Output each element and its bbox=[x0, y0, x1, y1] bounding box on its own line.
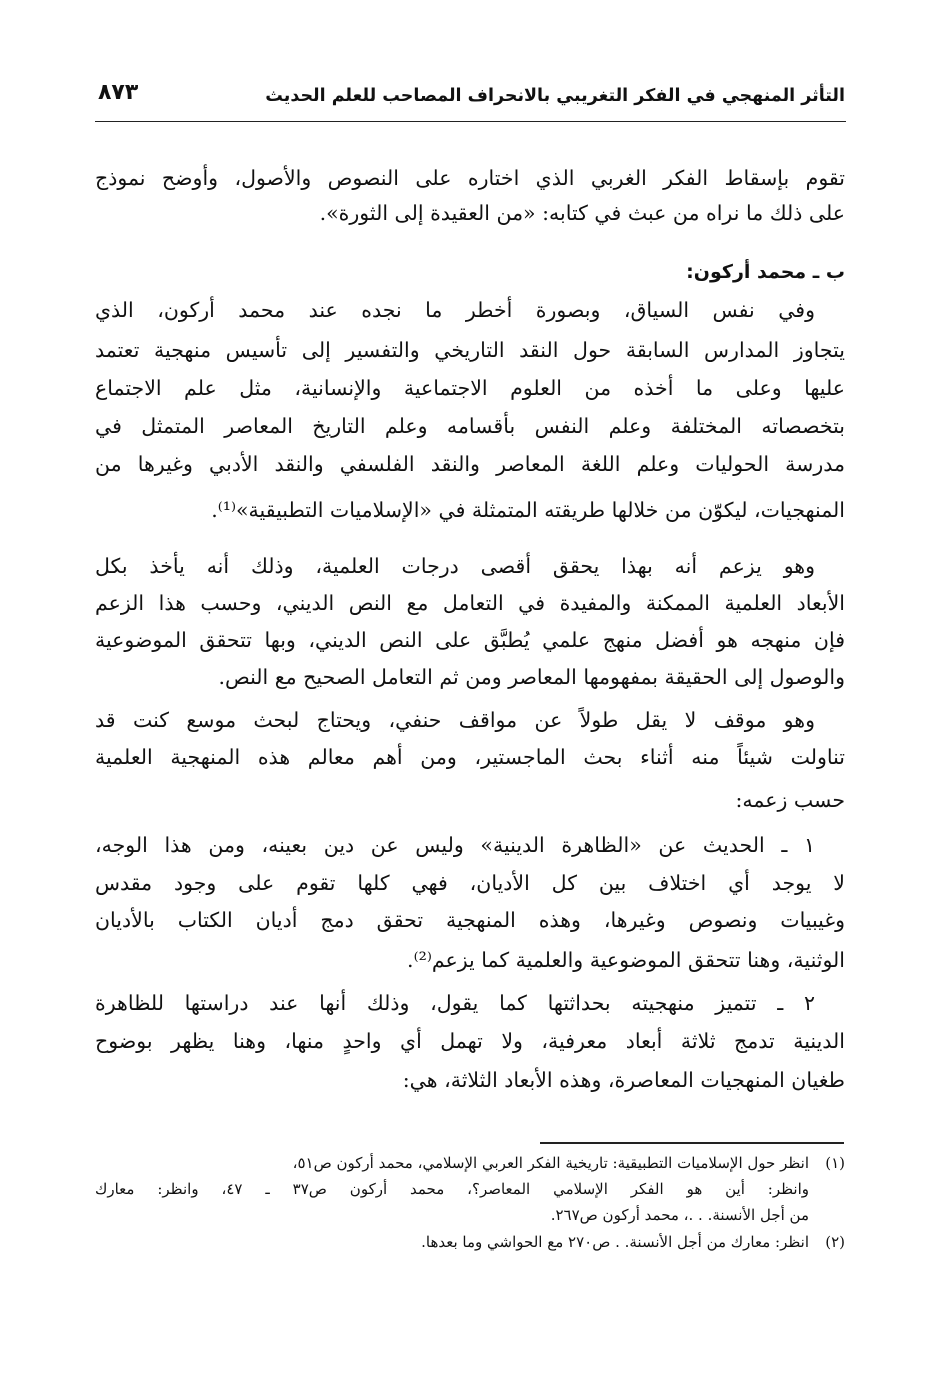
paragraph-line: لا يوجد أي اختلاف بين كل الأديان، فهي كلها تقوم على وجود مقدس bbox=[95, 871, 845, 895]
footnote-line bbox=[95, 1150, 845, 1176]
footnote-text: انظر حول الإسلاميات التطبيقية: تاريخية الفكر العربي الإسلامي، محمد أركون ص٥١، bbox=[292, 1154, 809, 1172]
footnote-line bbox=[95, 1229, 845, 1255]
paragraph-line: وهو يزعم أنه بهذا يحقق أقصى درجات العلمية، وذلك أنه يأخذ بكل bbox=[95, 554, 815, 578]
paragraph-line: على ذلك ما نراه من عبث في كتابه: «من العقيدة إلى الثورة». bbox=[319, 201, 845, 225]
paragraph-line: الوثنية، وهنا تتحقق الموضوعية والعلمية كما يزعم⁽²⁾. bbox=[407, 948, 845, 972]
paragraph-line: ٢ ـ تتميز منهجيته بحداثتها كما يقول، وذلك أنها عند دراستها للظاهرة bbox=[95, 991, 815, 1015]
footnote-line: وانظر: أين هو الفكر الإسلامي المعاصر؟، محمد أركون ص٣٧ ـ ٤٧، وانظر: معارك bbox=[95, 1180, 810, 1198]
paragraph-line: بتخصصاته المختلفة وعلم النفس بأقسامه وعلم التاريخ المعاصر المتمثل في bbox=[95, 414, 845, 438]
header-divider bbox=[95, 121, 846, 122]
paragraph-line: مدرسة الحوليات وعلم اللغة المعاصر والنقد الفلسفي والنقد الأدبي وغيرها من bbox=[95, 452, 845, 476]
page-number: ٨٧٣ bbox=[98, 80, 139, 105]
paragraph-line: وغيبيات ونصوص وغيرها، وهذه المنهجية تحقق دمج أديان الكتاب بالأديان bbox=[95, 908, 845, 932]
footnote-text: انظر: معارك من أجل الأنسنة. . ص٢٧٠ مع الحواشي وما بعدها. bbox=[421, 1233, 809, 1251]
paragraph-line: وهو موقف لا يقل طولاً عن مواقف حنفي، ويحتاج لبحث موسع كنت قد bbox=[95, 708, 815, 732]
paragraph-line: عليها وعلى ما أخذه من العلوم الاجتماعية والإنسانية، مثل علم الاجتماع bbox=[95, 376, 845, 400]
paragraph-line: حسب زعمه: bbox=[735, 788, 845, 812]
footnote-marker: (٢) bbox=[825, 1233, 845, 1251]
paragraph-line: تناولت شيئاً منه أثناء بحث الماجستير، ومن أهم معالم هذه المنهجية العلمية bbox=[95, 745, 845, 769]
section-heading: ب ـ محمد أركون: bbox=[686, 261, 845, 283]
running-title: التأثر المنهجي في الفكر التغريبي بالانحراف المصاحب للعلم الحديث bbox=[265, 86, 845, 106]
footnote-line: من أجل الأنسنة. . .، محمد أركون ص٢٦٧. bbox=[550, 1206, 809, 1224]
paragraph-line: يتجاوز المدارس السابقة حول النقد التاريخي والتفسير إلى تأسيس منهجية تعتمد bbox=[95, 338, 845, 362]
footnote-marker: (١) bbox=[825, 1154, 845, 1172]
paragraph-line: المنهجيات، ليكوّن من خلالها طريقته المتمثلة في «الإسلاميات التطبيقية»⁽¹⁾. bbox=[211, 498, 845, 522]
paragraph-line: الأبعاد العلمية الممكنة والمفيدة في التعامل مع النص الديني، وحسب هذا الزعم bbox=[95, 591, 845, 615]
paragraph-line: ١ ـ الحديث عن «الظاهرة الدينية» وليس عن دين بعينه، ومن هذا الوجه، bbox=[95, 833, 815, 857]
paragraph-line: طغيان المنهجيات المعاصرة، وهذه الأبعاد الثلاثة، هي: bbox=[402, 1068, 845, 1092]
paragraph-line: تقوم بإسقاط الفكر الغربي الذي اختاره على النصوص والأصول، وأوضح نموذج bbox=[95, 166, 845, 190]
footnote-divider bbox=[540, 1142, 844, 1144]
paragraph-line: وفي نفس السياق، وبصورة أخطر ما نجده عند محمد أركون، الذي bbox=[95, 298, 815, 322]
paragraph-line: فإن منهجه هو أفضل منهج علمي يُطبَّق على النص الديني، وبها تتحقق الموضوعية bbox=[95, 628, 845, 652]
paragraph-line: الدينية تدمج ثلاثة أبعاد معرفية، ولا تهمل أي واحدٍ منها، وهنا يظهر بوضوح bbox=[95, 1029, 845, 1053]
paragraph-line: والوصول إلى الحقيقة بمفهومها المعاصر ومن ثم التعامل الصحيح مع النص. bbox=[218, 665, 845, 689]
